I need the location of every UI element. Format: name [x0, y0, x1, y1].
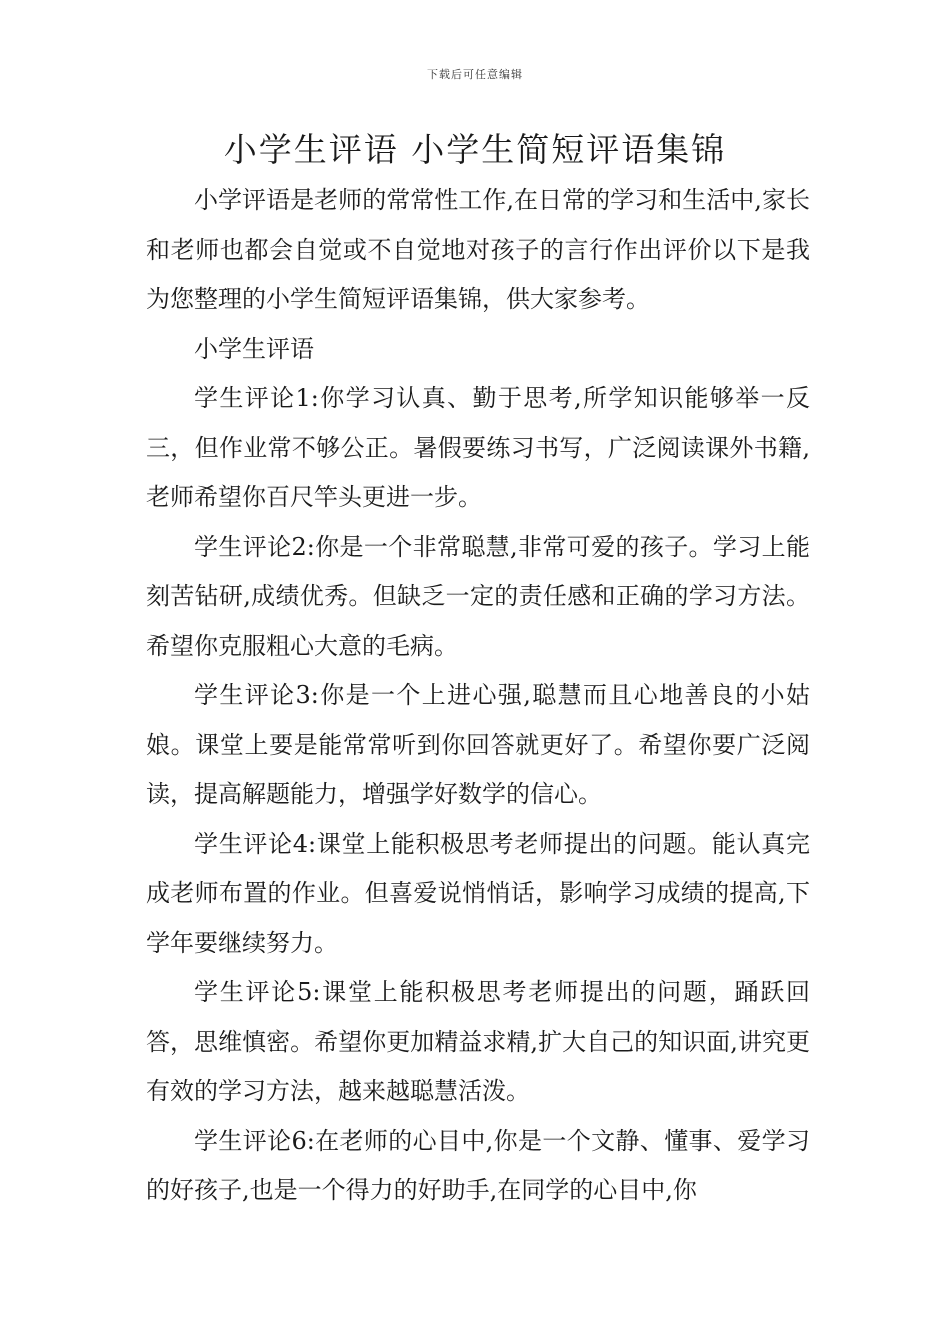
- paragraph-comment-5: 学生评论5:课堂上能积极思考老师提出的问题，踊跃回答，思维慎密。希望你更加精益求精,扩大自己的知识面,讲究更有效的学习方法，越来越聪慧活泼。: [146, 978, 810, 1105]
- paragraph-comment-4: 学生评论4:课堂上能积极思考老师提出的问题。能认真完成老师布置的作业。但喜爱说悄悄话，影响学习成绩的提高,下学年要继续努力。: [146, 829, 810, 957]
- paragraph-comment-6: 学生评论6:在老师的心目中,你是一个文静、懂事、爱学习的好孩子,也是一个得力的好助手,在同学的心目中,你: [146, 1126, 810, 1204]
- paragraph-intro: 小学评语是老师的常常性工作,在日常的学习和生活中,家长和老师也都会自觉或不自觉地对孩子的言行作出评价以下是我为您整理的小学生简短评语集锦，供大家参考。: [146, 186, 810, 313]
- paragraph-comment-3: 学生评论3:你是一个上进心强,聪慧而且心地善良的小姑娘。课堂上要是能常常听到你回答就更好了。希望你要广泛阅读，提高解题能力，增强学好数学的信心。: [146, 681, 810, 808]
- document-body: [146, 176, 810, 1216]
- section-heading: 小学生评语: [194, 334, 314, 363]
- paragraph-comment-2: 学生评论2:你是一个非常聪慧,非常可爱的孩子。学习上能刻苦钻研,成绩优秀。但缺乏一定的责任感和正确的学习方法。希望你克服粗心大意的毛病。: [146, 532, 810, 660]
- header-note: 下载后可任意编辑: [427, 68, 523, 81]
- document-title: 小学生评语 小学生简短评语集锦: [223, 130, 727, 169]
- paragraph-comment-1: 学生评论1:你学习认真、勤于思考,所学知识能够举一反三，但作业常不够公正。暑假要练习书写，广泛阅读课外书籍,老师希望你百尺竿头更进一步。: [146, 384, 810, 511]
